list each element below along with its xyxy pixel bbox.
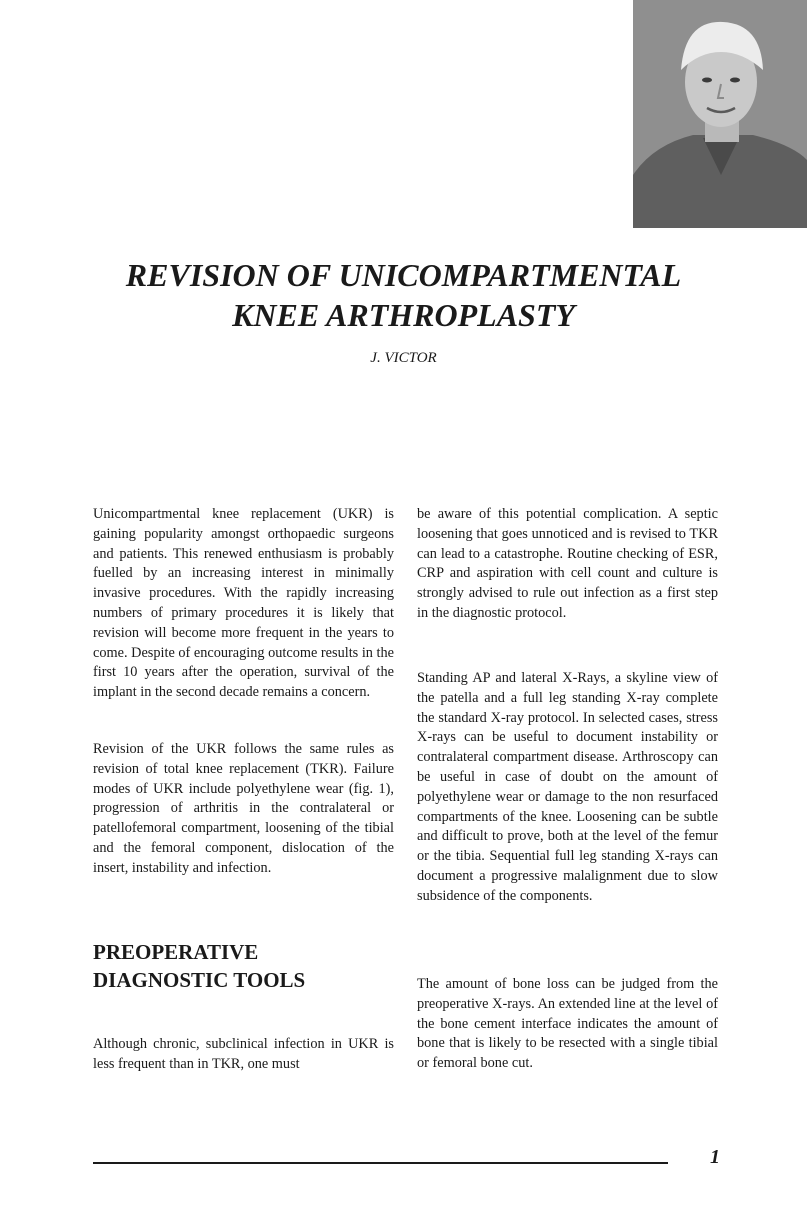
left-column-bottom	[93, 1035, 394, 1075]
page-number: 1	[710, 1146, 720, 1168]
paragraph-infection-start: Although chronic, subclinical infection in UKR is less frequent than in TKR, one must	[93, 1036, 394, 1072]
right-column-bottom	[417, 975, 718, 1074]
author-name: J. VICTOR	[370, 350, 437, 366]
left-column-middle	[93, 740, 394, 879]
right-column-middle	[417, 669, 718, 907]
author-photo	[633, 0, 807, 228]
section-heading-line-2: DIAGNOSTIC TOOLS	[93, 968, 306, 992]
paragraph-intro: Unicompartmental knee replacement (UKR) is gaining popularity amongst orthopaedic surgeons and patients. This renewed enthusiasm is probably fuelled by an increasing interest in minimally invasive procedures. With the rapidly increasing numbers of primary procedures it is likely that revision will become more frequent in the years to come. Despite of encouraging outcome results in the first 10 years after the operation, survival of the implant in the second decade remains a concern.	[93, 506, 394, 701]
title-line-1: REVISION OF UNICOMPARTMENTAL	[125, 257, 682, 293]
title-line-2: KNEE ARTHROPLASTY	[232, 297, 575, 333]
paragraph-infection-end: be aware of this potential complication. A septic loosening that goes unnoticed and is revised to TKR can lead to a catastrophe. Routine checking of ESR, CRP and aspiration with cell count and culture is strongly advised to rule out infection as a first step in the diagnostic protocol.	[417, 506, 718, 621]
section-heading	[93, 938, 394, 994]
paragraph-xray-protocol: Standing AP and lateral X-Rays, a skyline view of the patella and a full leg standing X-ray complete the standard X-ray protocol. In selected cases, stress X-rays can be useful to document instability or contralateral compartment disease. Arthroscopy can be useful in case of doubt on the amount of polyethylene wear or damage to the non resurfaced compartments of the knee. Loosening can be subtle and difficult to prove, both at the level of the femur or the tibia. Sequential full leg standing X-rays can document a progressive malalignment due to slow subsidence of the components.	[417, 670, 718, 904]
article-title	[0, 255, 807, 335]
section-heading-line-1: PREOPERATIVE	[93, 940, 259, 964]
paragraph-bone-loss: The amount of bone loss can be judged from the preoperative X-rays. An extended line at the level of the bone cement interface indicates the amount of bone that is likely to be resected with a single tibial or femoral bone cut.	[417, 976, 718, 1072]
footer-rule	[93, 1162, 668, 1164]
paragraph-failure-modes: Revision of the UKR follows the same rules as revision of total knee replacement (TKR). Failure modes of UKR include polyethylene wear (fig. 1), progression of arthritis in the contralateral or patellofemoral compartment, loosening of the tibial and the femoral component, dislocation of the insert, instability and infection.	[93, 741, 394, 876]
right-column-top	[417, 505, 718, 624]
left-column-top	[93, 505, 394, 703]
